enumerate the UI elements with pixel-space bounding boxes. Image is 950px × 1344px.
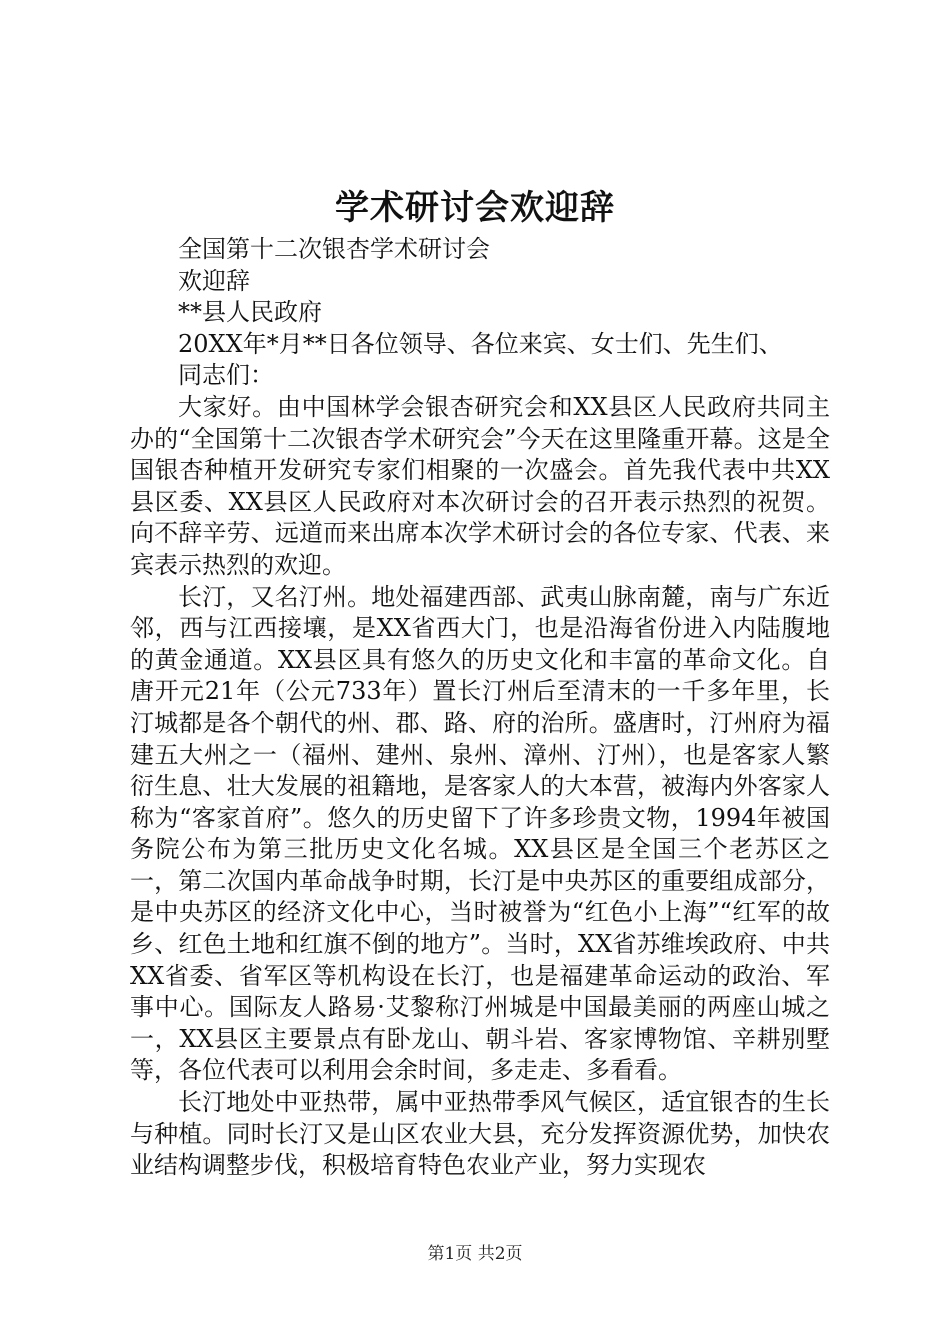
paragraph-climate-agriculture: 长汀地处中亚热带，属中亚热带季风气候区，适宜银杏的生长与种植。同时长汀又是山区农业大县，充分发挥资源优势，加快农业结构调整步伐，积极培育特色农业产业，努力实现农 <box>130 1088 830 1180</box>
header-line-welcome: 欢迎辞 <box>178 266 250 295</box>
document-body <box>130 234 830 1182</box>
header-line-government: **县人民政府 <box>178 298 322 327</box>
paragraph-changting-history: 长汀，又名汀州。地处福建西部、武夷山脉南麓，南与广东近邻，西与江西接壤，是XX省西大门，也是沿海省份进入内陆腹地的黄金通道。XX县区具有悠久的历史文化和丰富的革命文化。自唐开元21年（公元733年）置长汀州后至清末的一千多年里，长汀城都是各个朝代的州、郡、路、府的治所。盛唐时，汀州府为福建五大州之一（福州、建州、泉州、漳州、汀州），也是客家人繁衍生息、壮大发展的祖籍地，是客家人的大本营，被海内外客家人称为“客家首府”。悠久的历史留下了许多珍贵文物，1994年被国务院公布为第三批历史文化名城。XX县区是全国三个老苏区之一，第二次国内革命战争时期，长汀是中央苏区的重要组成部分，是中央苏区的经济文化中心，当时被誉为“红色小上海”“红军的故乡、红色土地和红旗不倒的地方”。当时，XX省苏维埃政府、中共XX省委、省军区等机构设在长汀，也是福建革命运动的政治、军事中心。国际友人路易·艾黎称汀州城是中国最美丽的两座山城之一，XX县区主要景点有卧龙山、朝斗岩、客家博物馆、辛耕别墅等，各位代表可以利用会余时间，多走走、多看看。 <box>130 582 830 1085</box>
paragraph-opening: 大家好。由中国林学会银杏研究会和XX县区人民政府共同主办的“全国第十二次银杏学术研究会”今天在这里隆重开幕。这是全国银杏种植开发研究专家们相聚的一次盛会。首先我代表中共XX县区委、XX县区人民政府对本次研讨会的召开表示热烈的祝贺。向不辞辛劳、远道而来出席本次学术研讨会的各位专家、代表、来宾表示热烈的欢迎。 <box>130 392 830 579</box>
header-line-conference: 全国第十二次银杏学术研讨会 <box>178 235 490 263</box>
header-line-date-greeting: 20XX年*月**日各位领导、各位来宾、女士们、先生们、 <box>178 329 783 358</box>
page-number-footer: 第1页 共2页 <box>427 1244 523 1264</box>
document-title: 学术研讨会欢迎辞 <box>335 188 615 228</box>
header-line-comrades: 同志们： <box>178 361 274 390</box>
